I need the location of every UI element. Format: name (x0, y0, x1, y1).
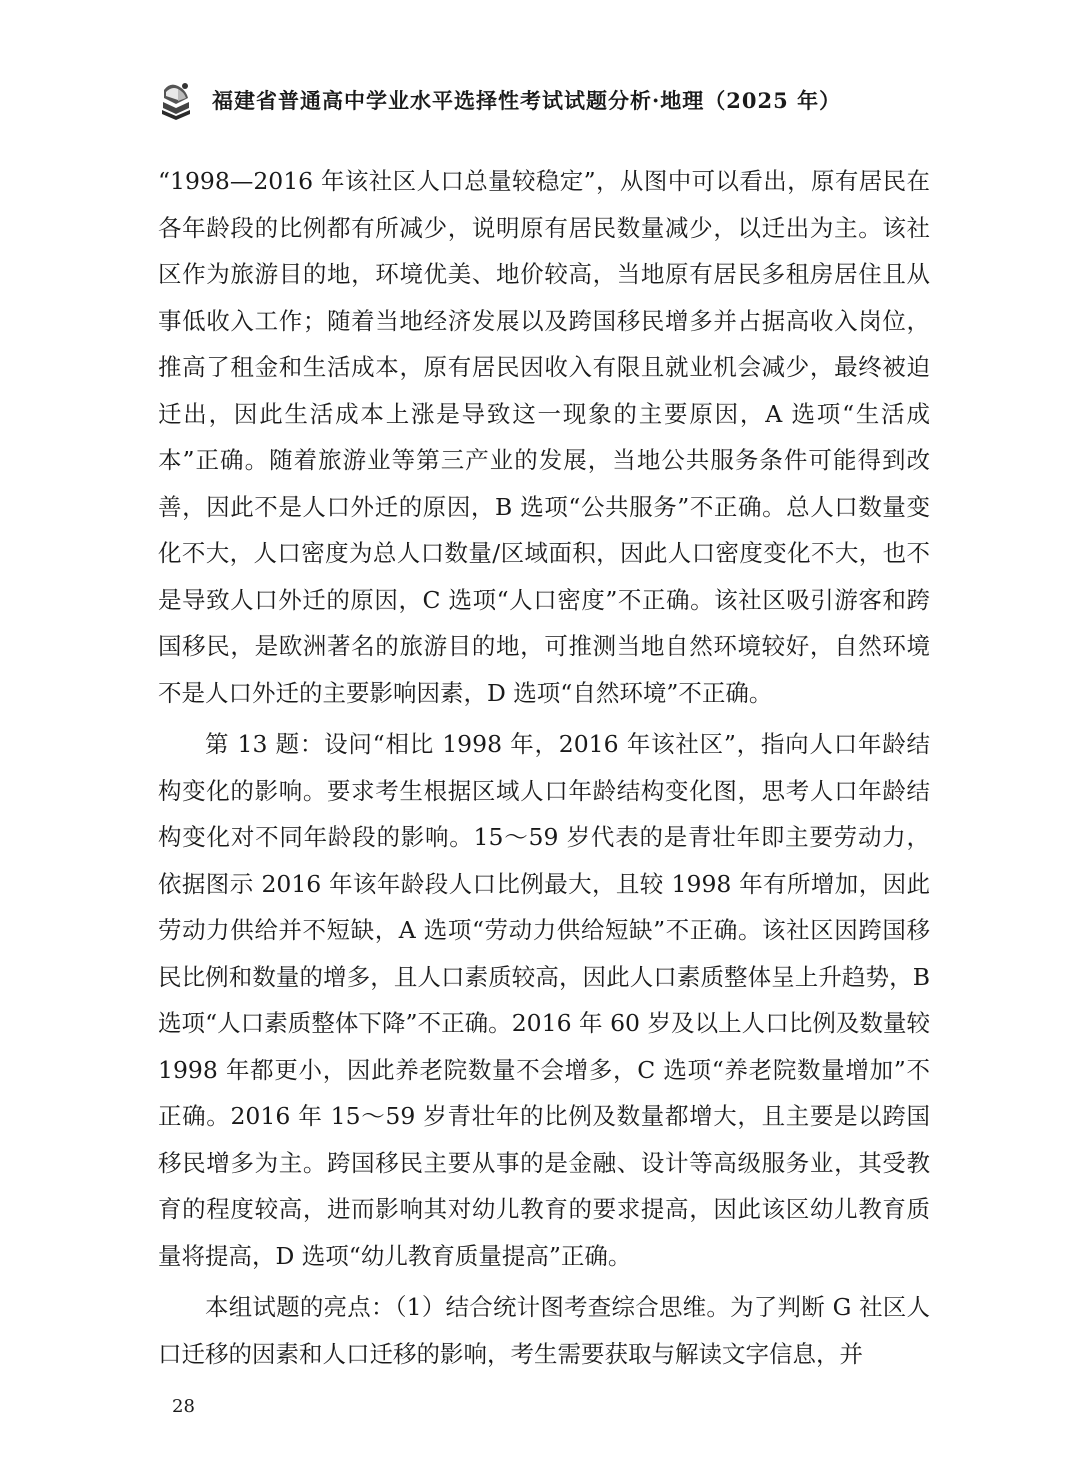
header-title: 福建省普通高中学业水平选择性考试试题分析·地理（2025 年） (212, 88, 842, 113)
page-header (158, 78, 938, 122)
page-number: 28 (172, 1396, 195, 1417)
paragraph-question-13: 第 13 题：设问“相比 1998 年，2016 年该社区”，指向人口年龄结构变化的影响。要求考生根据区域人口年龄结构变化图，思考人口年龄结构变化对不同年龄段的影响。15～59 岁代表的是青壮年即主要劳动力，依据图示 2016 年该年龄段人口比例最大，且较 1998 年有所增加，因此劳动力供给并不短缺，A 选项“劳动力供给短缺”不正确。该社区因跨国移民比例和数量的增多，且人口素质较高，因此人口素质整体呈上升趋势，B 选项“人口素质整体下降”不正确。2016 年 60 岁及以上人口比例及数量较 1998 年都更小，因此养老院数量不会增多，C 选项“养老院数量增加”不正确。2016 年 15～59 岁青壮年的比例及数量都增大，且主要是以跨国移民增多为主。跨国移民主要从事的是金融、设计等高级服务业，其受教育的程度较高，进而影响其对幼儿教育的要求提高，因此该区幼儿教育质量将提高，D 选项“幼儿教育质量提高”正确。 (158, 730, 930, 1270)
paragraph-highlights: 本组试题的亮点：（1）结合统计图考查综合思维。为了判断 G 社区人口迁移的因素和人口迁移的影响，考生需要获取与解读文字信息，并 (158, 1293, 930, 1368)
paragraph-analysis-12: “1998—2016 年该社区人口总量较稳定”，从图中可以看出，原有居民在各年龄段的比例都有所减少，说明原有居民数量减少，以迁出为主。该社区作为旅游目的地，环境优美、地价较高，当地原有居民多租房居住且从事低收入工作；随着当地经济发展以及跨国移民增多并占据高收入岗位，推高了租金和生活成本，原有居民因收入有限且就业机会减少，最终被迫迁出，因此生活成本上涨是导致这一现象的主要原因，A 选项“生活成本”正确。随着旅游业等第三产业的发展，当地公共服务条件可能得到改善，因此不是人口外迁的原因，B 选项“公共服务”不正确。总人口数量变化不大，人口密度为总人口数量/区域面积，因此人口密度变化不大，也不是导致人口外迁的原因，C 选项“人口密度”不正确。该社区吸引游客和跨国移民，是欧洲著名的旅游目的地，可推测当地自然环境较好，自然环境不是人口外迁的主要影响因素，D 选项“自然环境”不正确。 (158, 167, 930, 707)
book-stack-icon (158, 80, 194, 120)
body-text (158, 158, 930, 1382)
